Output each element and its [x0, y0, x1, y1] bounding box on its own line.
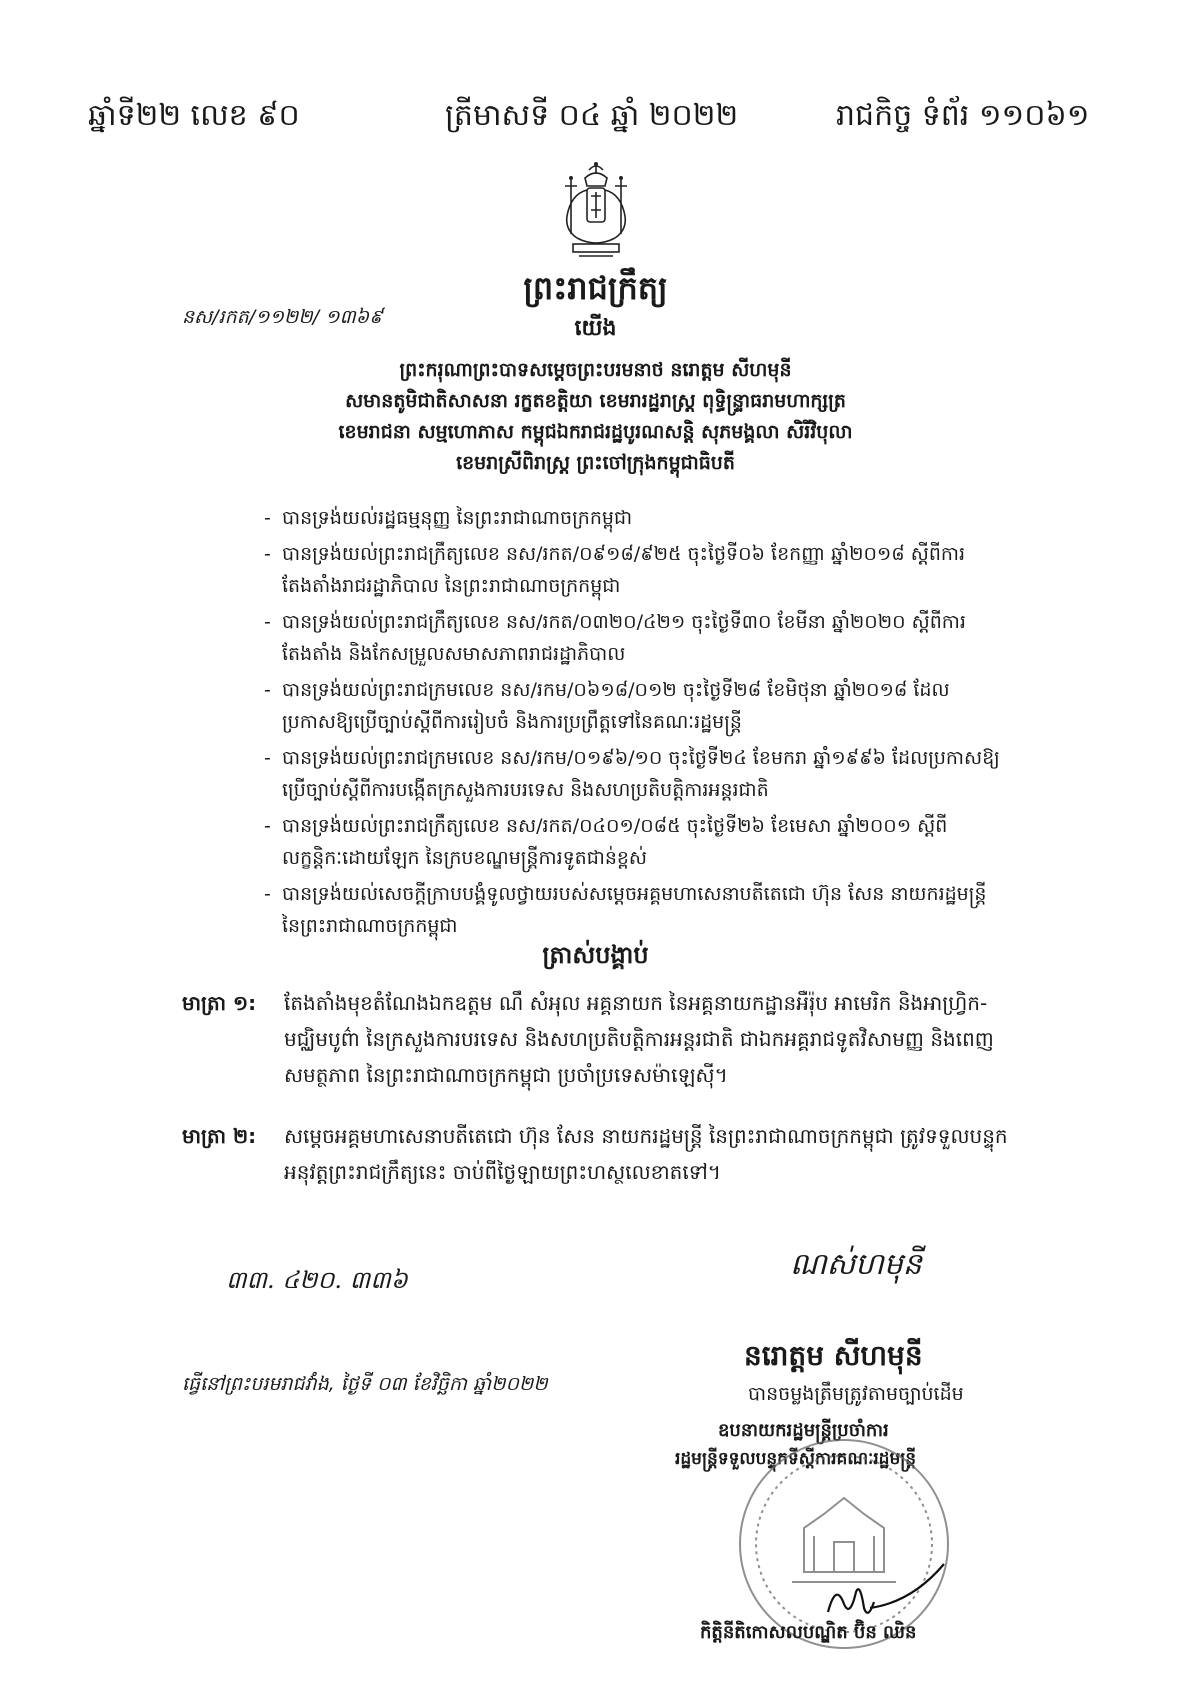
recital-item: - បានទ្រង់យល់ព្រះរាជក្រឹត្យលេខ នស/រកត/០៩១៨/៩២៥ ចុះថ្ងៃទី០៦ ខែកញ្ញា ឆ្នាំ២០១៨ ស្តីពីការតែងតាំងរាជរដ្ឋាភិបាល នៃព្រះរាជាណាចក្រកម្ពុជា	[264, 538, 1006, 602]
article-2-label: មាត្រា ២:	[182, 1124, 257, 1148]
royal-crest-icon	[551, 160, 641, 264]
certified-copy-note: បានចម្លងត្រឹមត្រូវតាមច្បាប់ដើម	[748, 1383, 964, 1405]
recitals-list	[264, 502, 1006, 946]
recital-item: - បានទ្រង់យល់ព្រះរាជក្រមលេខ នស/រកម/០៦១៨/០១២ ចុះថ្ងៃទី២៨ ខែមិថុនា ឆ្នាំ២០១៨ ដែលប្រកាសឱ្យប្រើច្បាប់ស្តីពីការរៀបចំ និងការប្រព្រឹត្តទៅនៃគណៈរដ្ឋមន្ត្រី	[264, 674, 1006, 738]
header-date: ត្រីមាសទី ០៤ ឆ្នាំ ២០២២	[445, 98, 739, 133]
king-title-line-1: ព្រះករុណាព្រះបាទសម្តេចព្រះបរមនាថ នរោត្តម សីហមុនី	[399, 359, 792, 381]
recital-item: - បានទ្រង់យល់ព្រះរាជក្រឹត្យលេខ នស/រកត/០៤០១/០៨៥ ចុះថ្ងៃទី២៦ ខែមេសា ឆ្នាំ២០០១ ស្តីពីលក្ខន្តិកៈដោយឡែក នៃក្របខណ្ឌមន្ត្រីការទូតជាន់ខ្ពស់	[264, 810, 1006, 874]
signer-name: នរោត្តម សីហមុនី	[744, 1339, 923, 1372]
deputy-title-line-1: ឧបនាយករដ្ឋមន្ត្រីប្រចាំការ	[718, 1420, 889, 1441]
recital-item: - បានទ្រង់យល់ព្រះរាជក្រឹត្យលេខ នស/រកត/០៣២០/៤២១ ចុះថ្ងៃទី៣០ ខែមីនា ឆ្នាំ២០២០ ស្តីពីការតែងតាំង និងកែសម្រួលសមាសភាពរាជរដ្ឋាភិបាល	[264, 606, 1006, 670]
handwritten-date: ៣៣. ៤២០. ៣៣៦	[226, 1266, 408, 1294]
article-2-text: សម្តេចអគ្គមហាសេនាបតីតេជោ ហ៊ុន សែន នាយករដ្ឋមន្ត្រី នៃព្រះរាជាណាចក្រកម្ពុជា ត្រូវទទួលបន្ទុកអនុវត្តព្រះរាជក្រឹត្យនេះ ចាប់ពីថ្ងៃឡាយព្រះហស្ថលេខាតទៅ។	[284, 1124, 1008, 1184]
header-volume: ឆ្នាំទី២២ លេខ ៩០	[88, 98, 300, 133]
document-title: ព្រះរាជក្រឹត្យ	[523, 269, 668, 307]
king-title-line-2: សមានតូមិជាតិសាសនា រក្ខតខត្តិយា ខេមរារដ្ឋរាស្ត្រ ពុទ្ធិន្ទ្រាធរាមហាក្សត្រ	[345, 390, 846, 412]
official-name: កិត្តិនីតិកោសលបណ្ឌិត ប៊ិន ឈិន	[700, 1622, 917, 1643]
article-1	[182, 985, 1008, 1093]
king-title-line-4: ខេមរាស្រីពិរាស្ត្រ ព្រះចៅក្រុងកម្ពុជាធិបតី	[456, 452, 735, 474]
recital-item: - បានទ្រង់យល់ព្រះរាជក្រមលេខ នស/រកម/០១៩៦/១០ ចុះថ្ងៃទី២៤ ខែមករា ឆ្នាំ១៩៩៦ ដែលប្រកាសឱ្យប្រើច្បាប់ស្តីពីការបង្កើតក្រសួងការបរទេស និងសហប្រតិបត្តិការអន្តរជាតិ	[264, 742, 1006, 806]
king-title-line-3: ខេមរាជនា សម្មហោភាស កម្ពុជឯករាជរដ្ឋបូរណសន្តិ សុភមង្គលា សិរីវិបុលា	[338, 421, 853, 443]
recital-item: - បានទ្រង់យល់រដ្ឋធម្មនុញ្ញ នៃព្រះរាជាណាចក្រកម្ពុជា	[264, 502, 1006, 534]
article-2	[182, 1118, 1008, 1190]
article-1-text: តែងតាំងមុខតំណែងឯកឧត្តម ណឹ សំអុល អគ្គនាយក នៃអគ្គនាយកដ្ឋានអឺរ៉ុប អាមេរិក និងអាហ្វ្រិក-មជ្ឈិមបូព៌ា នៃក្រសួងការបរទេស និងសហប្រតិបត្តិការអន្តរជាតិ ជាឯកអគ្គរាជទូតវិសាមញ្ញ និងពេញសមត្ថភាព នៃព្រះរាជាណាចក្រកម្ពុជា ប្រចាំប្រទេសម៉ាឡេស៊ី។	[284, 991, 994, 1087]
deputy-title-line-2: រដ្ឋមន្ត្រីទទួលបន្ទុកទីស្តីការគណៈរដ្ឋមន្ត្រី	[675, 1449, 917, 1469]
header-page: រាជកិច្ច ទំព័រ ១១០៦១	[836, 98, 1090, 133]
document-reference: នស/រកត/១១២២/ ១៣៦៩	[182, 306, 383, 328]
recital-item: - បានទ្រង់យល់សេចក្តីក្រាបបង្គំទូលថ្វាយរបស់សម្តេចអគ្គមហាសេនាបតីតេជោ ហ៊ុន សែន នាយករដ្ឋមន្ត្រី នៃព្រះរាជាណាចក្រកម្ពុជា	[264, 878, 1006, 942]
decree-heading: ត្រាស់បង្គាប់	[542, 941, 649, 969]
place-and-date: ធ្វើនៅព្រះបរមរាជវាំង, ថ្ងៃទី ០៣ ខែវិច្ឆិកា ឆ្នាំ២០២២	[182, 1373, 548, 1395]
royal-signature: ណស់ហមុនី	[790, 1247, 922, 1282]
article-1-label: មាត្រា ១:	[182, 991, 257, 1015]
we-heading: យើង	[574, 316, 617, 341]
